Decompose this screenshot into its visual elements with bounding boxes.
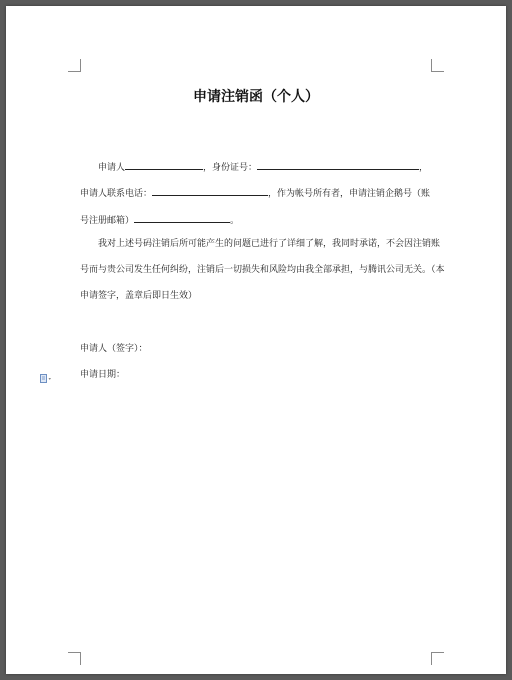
page-corner-mark: [68, 652, 81, 665]
page-corner-mark: [431, 652, 444, 665]
phone-line-text: ，作为帐号所有者，申请注销企鹅号（账: [268, 189, 431, 199]
applicant-name-field[interactable]: [125, 159, 203, 170]
punctuation: ，: [419, 163, 429, 173]
page-corner-mark: [68, 59, 81, 72]
id-number-label: ，身份证号：: [203, 163, 258, 173]
document-page: [6, 6, 506, 674]
signature-line: 申请人（签字）：: [80, 344, 148, 354]
punctuation: 。: [230, 216, 240, 226]
paragraph-line: 号而与贵公司发生任何纠纷，注销后一切损失和风险均由我全部承担，与腾讯公司无关。（本: [80, 265, 445, 275]
applicant-label: 申请人: [98, 163, 126, 173]
email-label: 号注册邮箱）: [80, 216, 135, 226]
email-field[interactable]: [134, 212, 230, 223]
paragraph-marker-icon[interactable]: [40, 374, 52, 384]
email-line: [80, 212, 239, 227]
document-title: 申请注销函（个人）: [193, 89, 319, 105]
paragraph-line: 申请签字，盖章后即日生效）: [80, 291, 198, 301]
phone-field[interactable]: [152, 185, 268, 196]
applicant-line: [98, 159, 428, 174]
id-number-field[interactable]: [257, 159, 419, 170]
paragraph-line: 我对上述号码注销后所可能产生的问题已进行了详细了解，我同时承诺，不会因注销账: [98, 239, 441, 249]
phone-line: [80, 185, 430, 200]
page-corner-mark: [431, 59, 444, 72]
date-line: 申请日期：: [80, 370, 126, 380]
phone-label: 申请人联系电话：: [80, 189, 153, 199]
